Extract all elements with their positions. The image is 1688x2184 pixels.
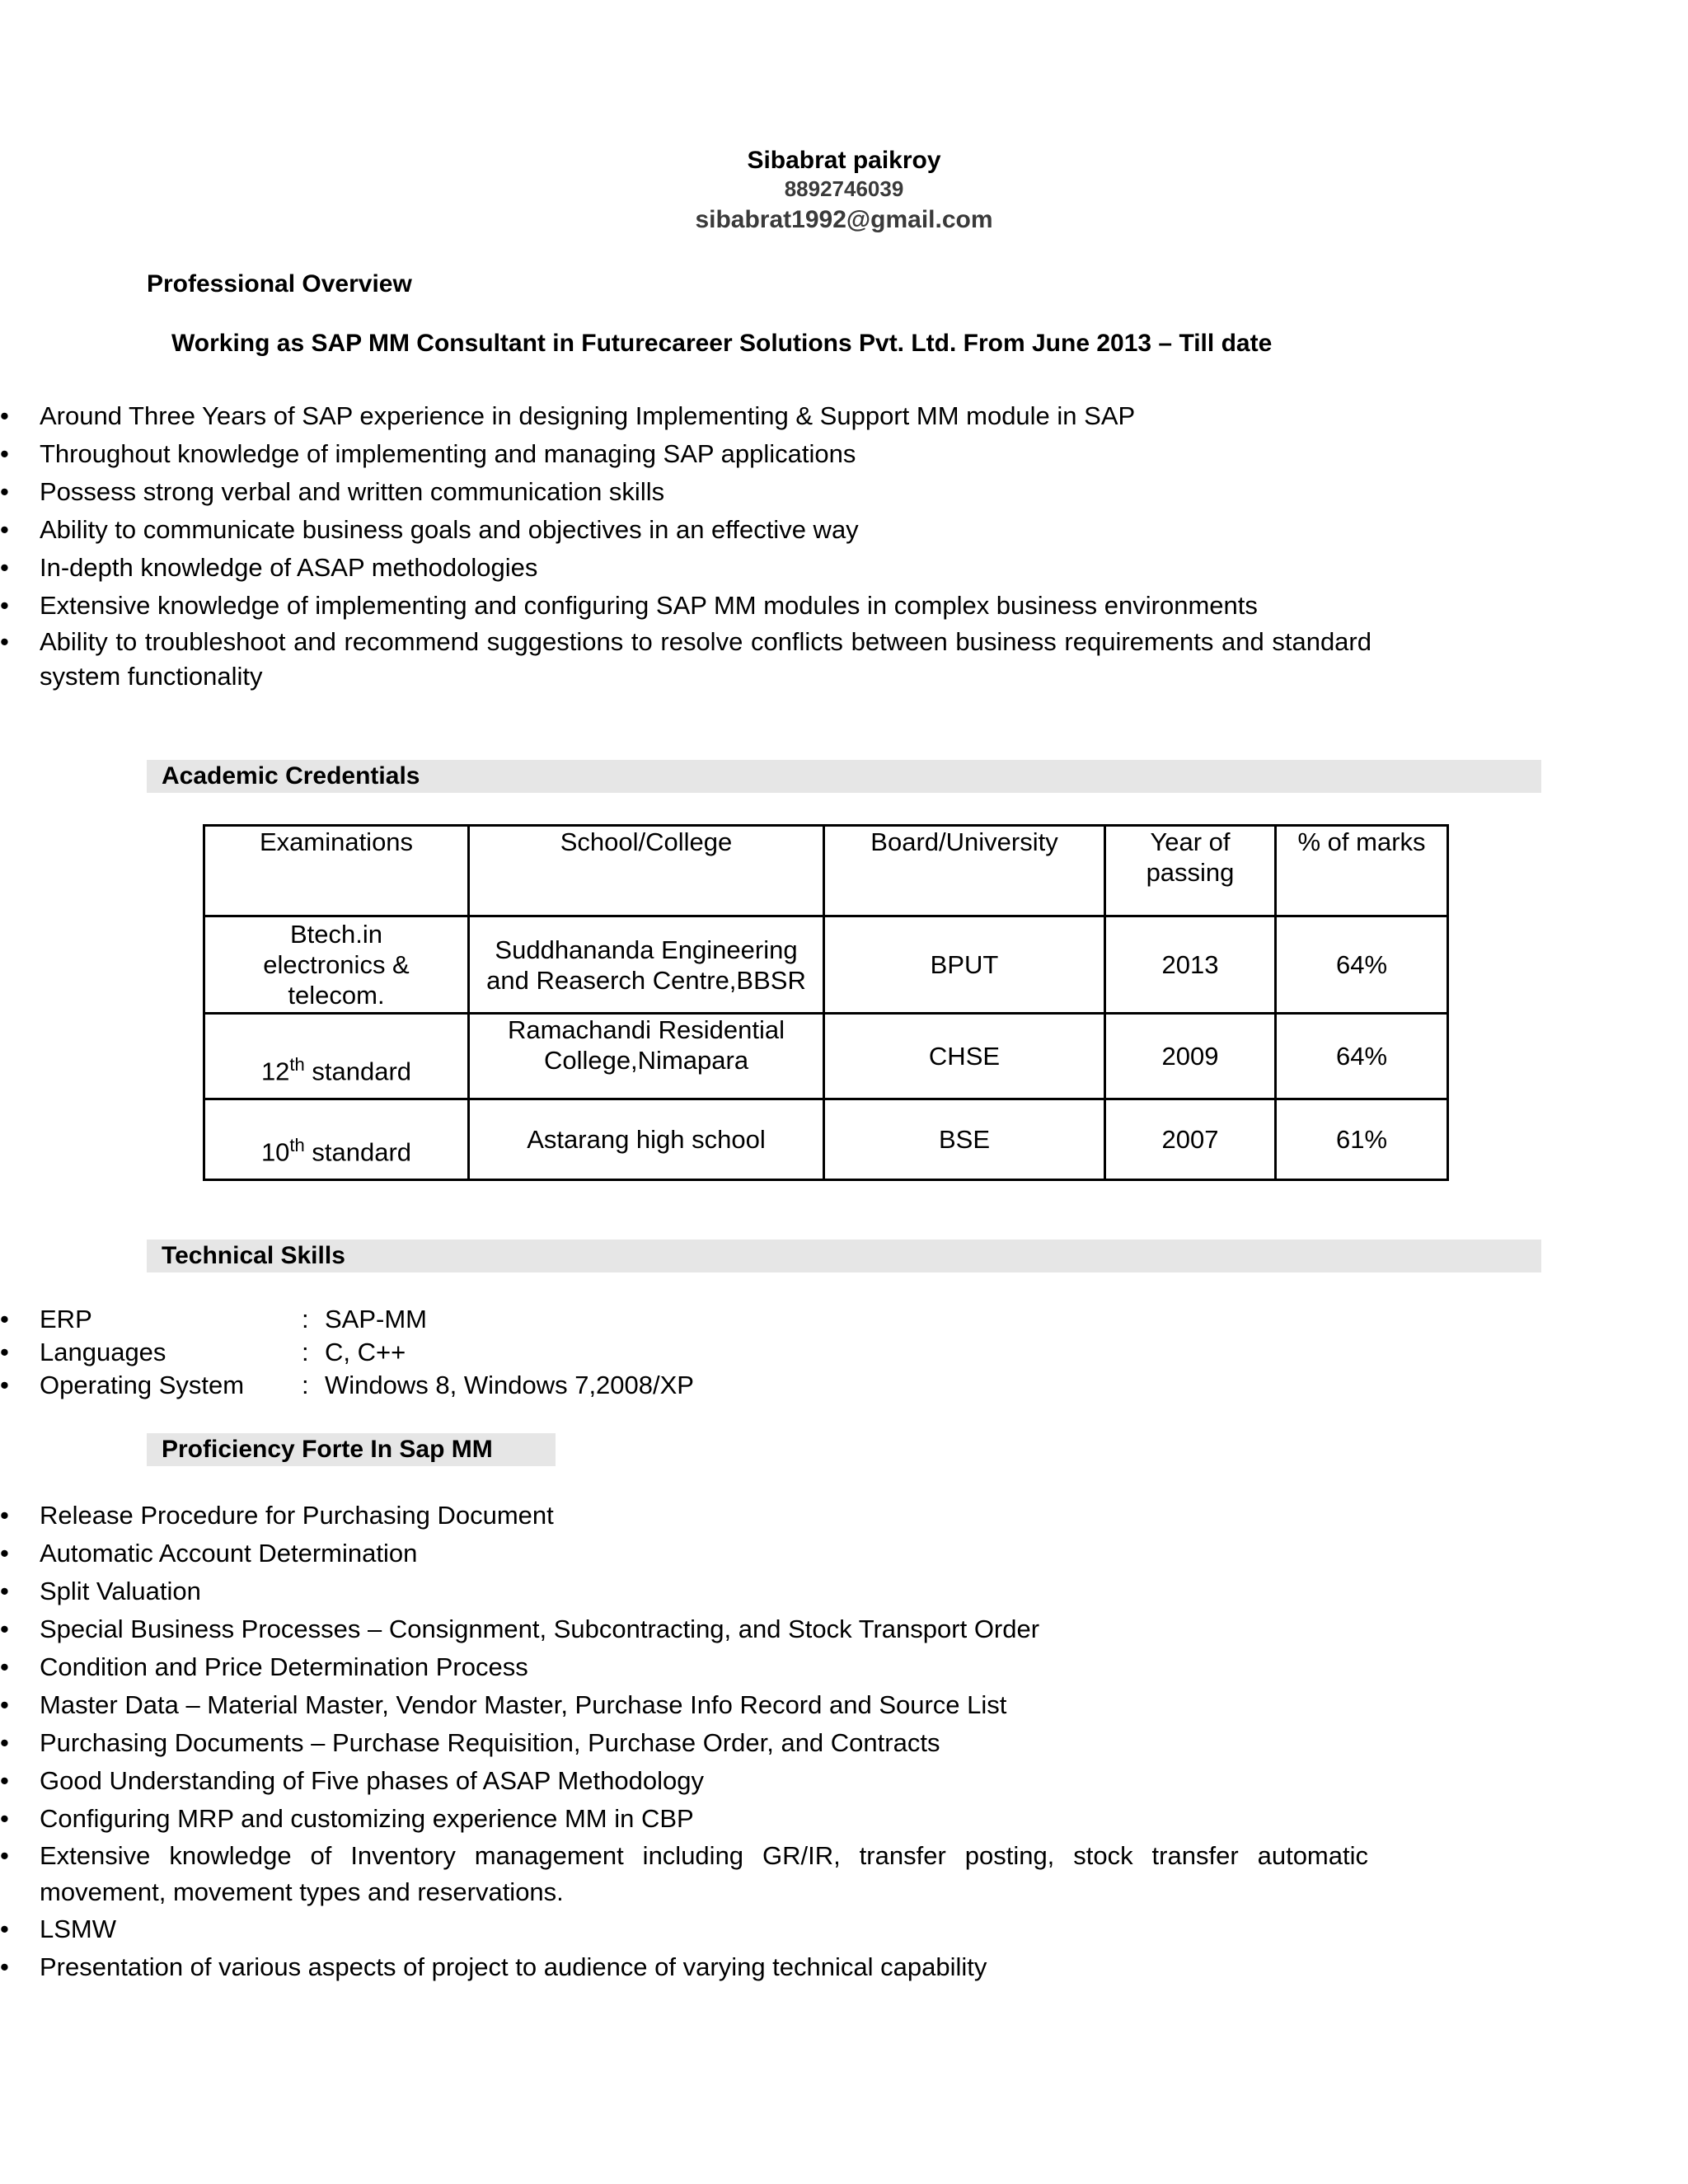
bullet-icon: • [0, 515, 9, 544]
candidate-name: Sibabrat paikroy [747, 147, 941, 174]
academic-table [203, 824, 1449, 1181]
board-cell: BSE [824, 1099, 1105, 1180]
list-item: • Good Understanding of Five phases of ASAP Methodology [0, 1762, 1368, 1800]
school-cell: Suddhananda Engineering and Reaserch Centre,BBSR [469, 916, 824, 1014]
bullet-icon: • [0, 1577, 9, 1605]
year-cell: 2009 [1105, 1014, 1276, 1099]
exam-cell: Btech.in electronics & telecom. [204, 916, 469, 1014]
list-item: • Extensive knowledge of implementing and configuring SAP MM modules in complex business environments [0, 587, 1372, 625]
list-item: • Release Procedure for Purchasing Document [0, 1497, 1368, 1535]
list-item: • Automatic Account Determination [0, 1535, 1368, 1572]
skill-value: C, C++ [325, 1338, 406, 1366]
column-header: Year of passing [1105, 826, 1276, 916]
current-position: Working as SAP MM Consultant in Futurecareer Solutions Pvt. Ltd. From June 2013 – Till date [171, 330, 1273, 357]
bullet-icon: • [0, 1338, 9, 1366]
email-address: sibabrat1992@gmail.com [695, 206, 993, 233]
list-item: • Configuring MRP and customizing experience MM in CBP [0, 1800, 1368, 1838]
exam-cell: 10th standard [204, 1099, 469, 1180]
list-item: • Split Valuation [0, 1572, 1368, 1610]
skill-value: Windows 8, Windows 7,2008/XP [325, 1371, 694, 1399]
bullet-icon: • [0, 627, 9, 656]
bullet-icon: • [0, 439, 9, 468]
skill-label: Languages [40, 1338, 166, 1366]
marks-cell: 64% [1276, 916, 1448, 1014]
bullet-icon: • [0, 1539, 9, 1568]
table-row [204, 1014, 1448, 1099]
school-cell: Astarang high school [469, 1099, 824, 1180]
bullet-icon: • [0, 553, 9, 582]
bullet-icon: • [0, 1371, 9, 1399]
list-item: • Languages : C, C++ [0, 1336, 694, 1369]
bullet-icon: • [0, 1804, 9, 1833]
overview-list [0, 397, 1372, 694]
skills-heading: Technical Skills [147, 1240, 1541, 1272]
skill-label: ERP [40, 1305, 92, 1333]
marks-cell: 64% [1276, 1014, 1448, 1099]
column-header: School/College [469, 826, 824, 916]
column-header: Board/University [824, 826, 1105, 916]
board-cell: BPUT [824, 916, 1105, 1014]
list-item: • Condition and Price Determination Process [0, 1648, 1368, 1686]
list-item: • Special Business Processes – Consignment, Subcontracting, and Stock Transport Order [0, 1610, 1368, 1648]
bullet-icon: • [0, 1915, 9, 1943]
column-header: Examinations [204, 826, 469, 916]
list-item: • Throughout knowledge of implementing and managing SAP applications [0, 435, 1372, 473]
list-item: • Extensive knowledge of Inventory management including GR/IR, transfer posting, stock transfer automatic movement, movement types and reservations. [0, 1838, 1368, 1910]
academic-heading: Academic Credentials [147, 760, 1541, 793]
table-row [204, 916, 1448, 1014]
bullet-icon: • [0, 1652, 9, 1681]
list-item: • Ability to communicate business goals and objectives in an effective way [0, 511, 1372, 549]
bullet-icon: • [0, 477, 9, 506]
list-item: • Presentation of various aspects of project to audience of varying technical capability [0, 1948, 1368, 1986]
list-item: • Possess strong verbal and written communication skills [0, 473, 1372, 511]
bullet-icon: • [0, 1841, 9, 1870]
bullet-icon: • [0, 1952, 9, 1981]
bullet-icon: • [0, 1690, 9, 1719]
proficiency-heading: Proficiency Forte In Sap MM [147, 1433, 556, 1466]
list-item: • In-depth knowledge of ASAP methodologies [0, 549, 1372, 587]
list-item: • Ability to troubleshoot and recommend suggestions to resolve conflicts between business requirements and standard system functionality [0, 625, 1372, 694]
school-cell: Ramachandi Residential College,Nimapara [469, 1014, 824, 1099]
bullet-icon: • [0, 1615, 9, 1643]
list-item: • LSMW [0, 1910, 1368, 1948]
list-item: • Master Data – Material Master, Vendor Master, Purchase Info Record and Source List [0, 1686, 1368, 1724]
bullet-icon: • [0, 1766, 9, 1795]
bullet-icon: • [0, 1501, 9, 1530]
list-item: • Operating System : Windows 8, Windows 7,2008/XP [0, 1369, 694, 1402]
bullet-icon: • [0, 401, 9, 430]
skill-label: Operating System [40, 1371, 245, 1399]
list-item: • Purchasing Documents – Purchase Requisition, Purchase Order, and Contracts [0, 1724, 1368, 1762]
year-cell: 2007 [1105, 1099, 1276, 1180]
bullet-icon: • [0, 1728, 9, 1757]
phone-number: 8892746039 [784, 176, 904, 201]
exam-cell: 12th standard [204, 1014, 469, 1099]
table-row [204, 1099, 1448, 1180]
bullet-icon: • [0, 591, 9, 620]
bullet-icon: • [0, 1305, 9, 1333]
skill-value: SAP-MM [325, 1305, 427, 1333]
board-cell: CHSE [824, 1014, 1105, 1099]
marks-cell: 61% [1276, 1099, 1448, 1180]
list-item: • Around Three Years of SAP experience in designing Implementing & Support MM module in SAP [0, 397, 1372, 435]
overview-heading: Professional Overview [147, 270, 412, 298]
year-cell: 2013 [1105, 916, 1276, 1014]
column-header: % of marks [1276, 826, 1448, 916]
skills-list [0, 1303, 694, 1402]
list-item: • ERP : SAP-MM [0, 1303, 694, 1336]
table-header-row [204, 826, 1448, 916]
proficiency-list [0, 1497, 1368, 1986]
